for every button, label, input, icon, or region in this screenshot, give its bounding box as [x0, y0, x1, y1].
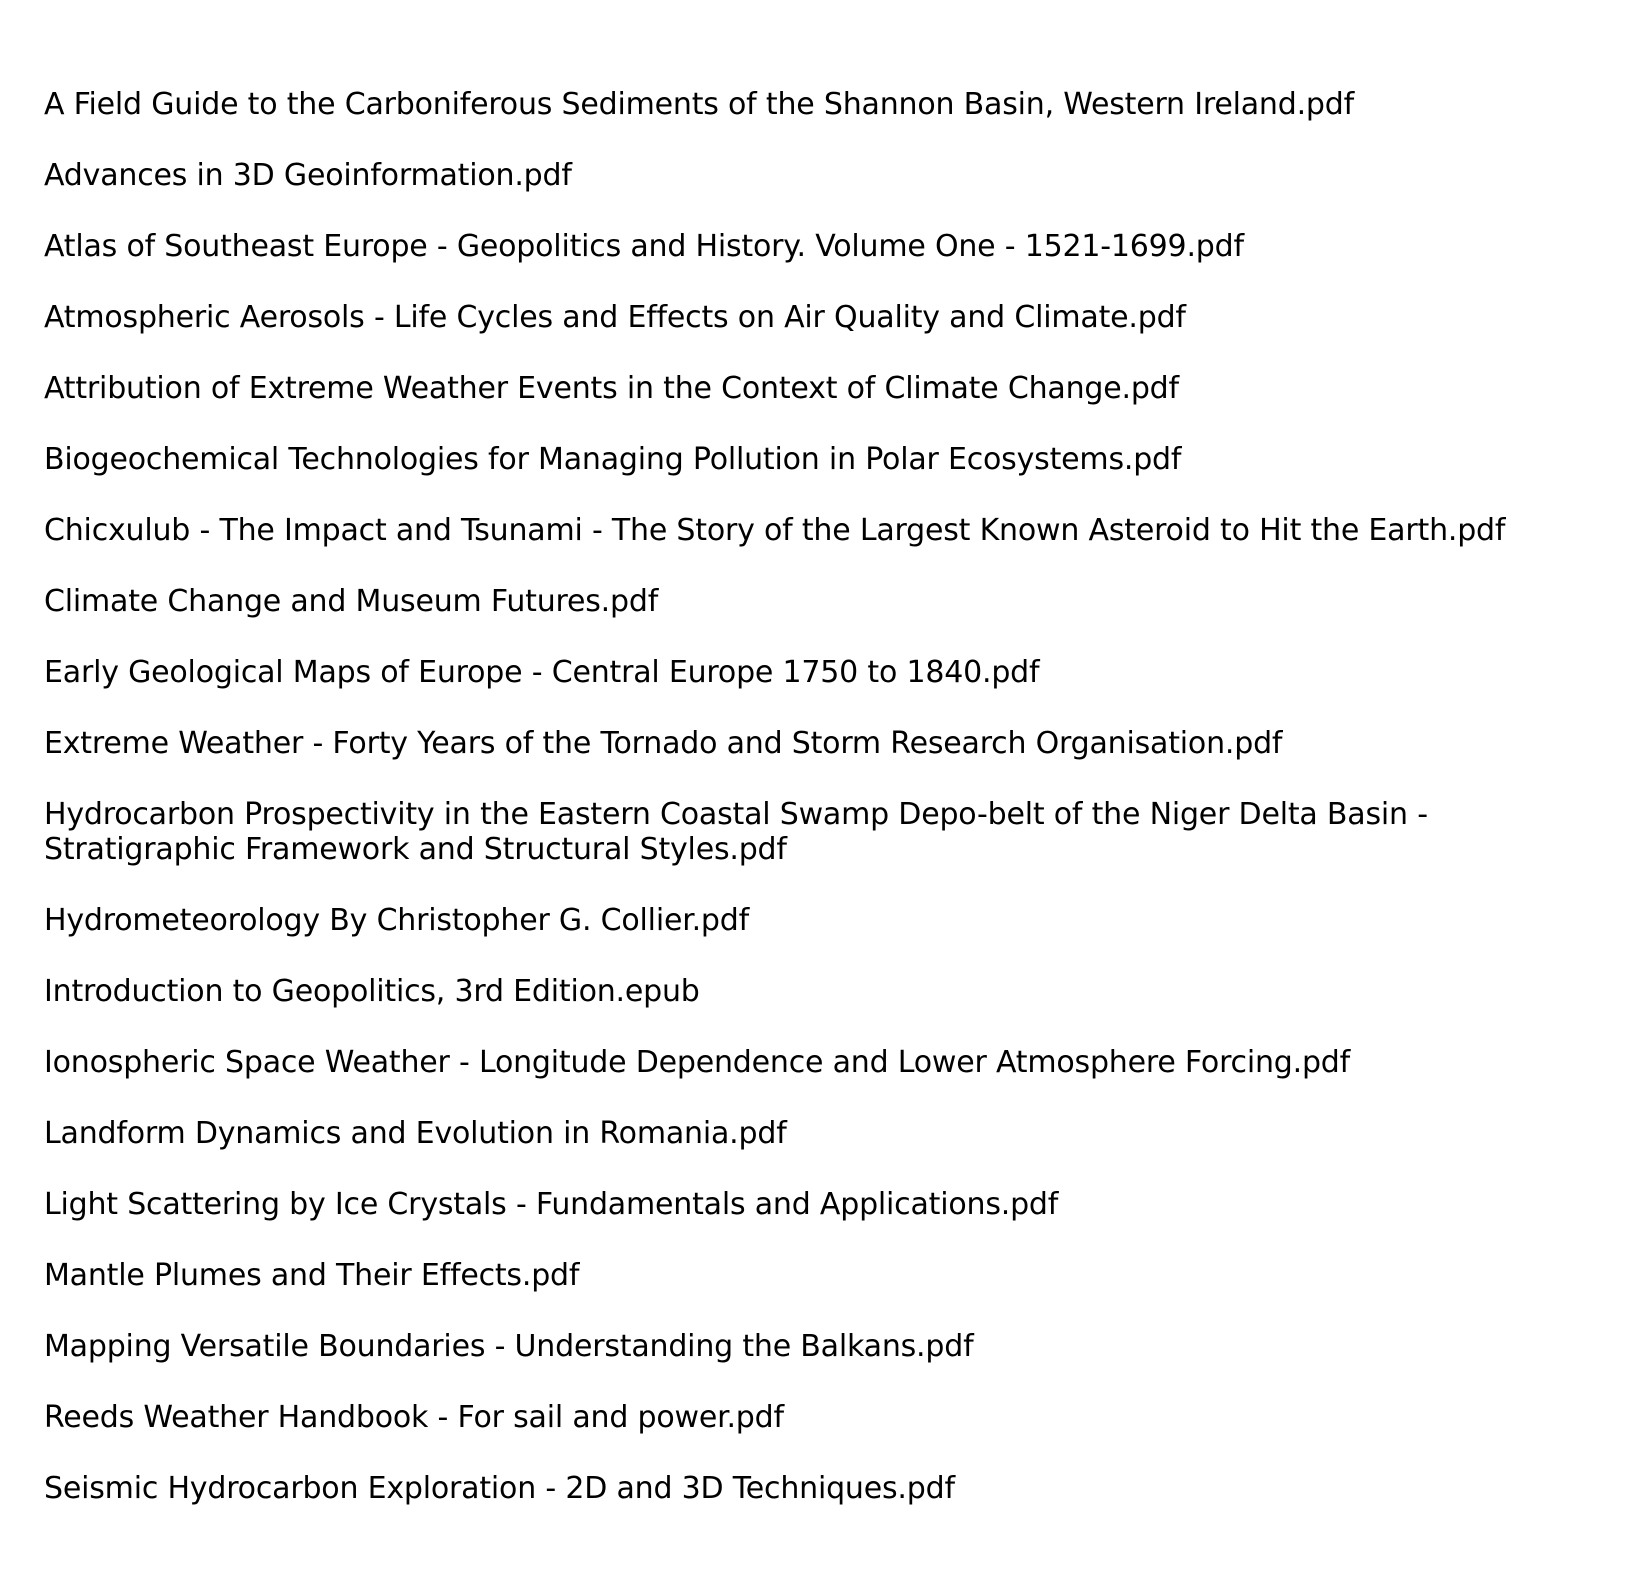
list-item: A Field Guide to the Carboniferous Sediments of the Shannon Basin, Western Ireland.pdf	[44, 87, 1354, 122]
list-item: Chicxulub - The Impact and Tsunami - The Story of the Largest Known Asteroid to Hit the Earth.pdf	[44, 513, 1506, 548]
list-item: Introduction to Geopolitics, 3rd Edition.epub	[44, 974, 700, 1009]
list-item: Light Scattering by Ice Crystals - Fundamentals and Applications.pdf	[44, 1187, 1059, 1222]
file-list	[44, 87, 1624, 1542]
list-item: Reeds Weather Handbook - For sail and power.pdf	[44, 1400, 784, 1435]
list-item: Atmospheric Aerosols - Life Cycles and Effects on Air Quality and Climate.pdf	[44, 300, 1186, 335]
list-item: Ionospheric Space Weather - Longitude Dependence and Lower Atmosphere Forcing.pdf	[44, 1045, 1351, 1080]
list-item: Attribution of Extreme Weather Events in the Context of Climate Change.pdf	[44, 371, 1179, 406]
list-item: Hydrocarbon Prospectivity in the Eastern Coastal Swamp Depo-belt of the Niger Delta Basin - Stratigraphic Framework and Structural Styles.pdf	[44, 797, 1428, 867]
list-item: Landform Dynamics and Evolution in Romania.pdf	[44, 1116, 787, 1151]
list-item: Mantle Plumes and Their Effects.pdf	[44, 1258, 580, 1293]
list-item: Seismic Hydrocarbon Exploration - 2D and 3D Techniques.pdf	[44, 1471, 955, 1506]
list-item: Hydrometeorology By Christopher G. Collier.pdf	[44, 903, 749, 938]
list-item: Biogeochemical Technologies for Managing Pollution in Polar Ecosystems.pdf	[44, 442, 1182, 477]
list-item: Mapping Versatile Boundaries - Understanding the Balkans.pdf	[44, 1329, 974, 1364]
list-item: Advances in 3D Geoinformation.pdf	[44, 158, 572, 193]
list-item: Climate Change and Museum Futures.pdf	[44, 584, 659, 619]
list-item: Extreme Weather - Forty Years of the Tornado and Storm Research Organisation.pdf	[44, 726, 1283, 761]
list-item: Early Geological Maps of Europe - Central Europe 1750 to 1840.pdf	[44, 655, 1040, 690]
list-item: Atlas of Southeast Europe - Geopolitics and History. Volume One - 1521-1699.pdf	[44, 229, 1244, 264]
